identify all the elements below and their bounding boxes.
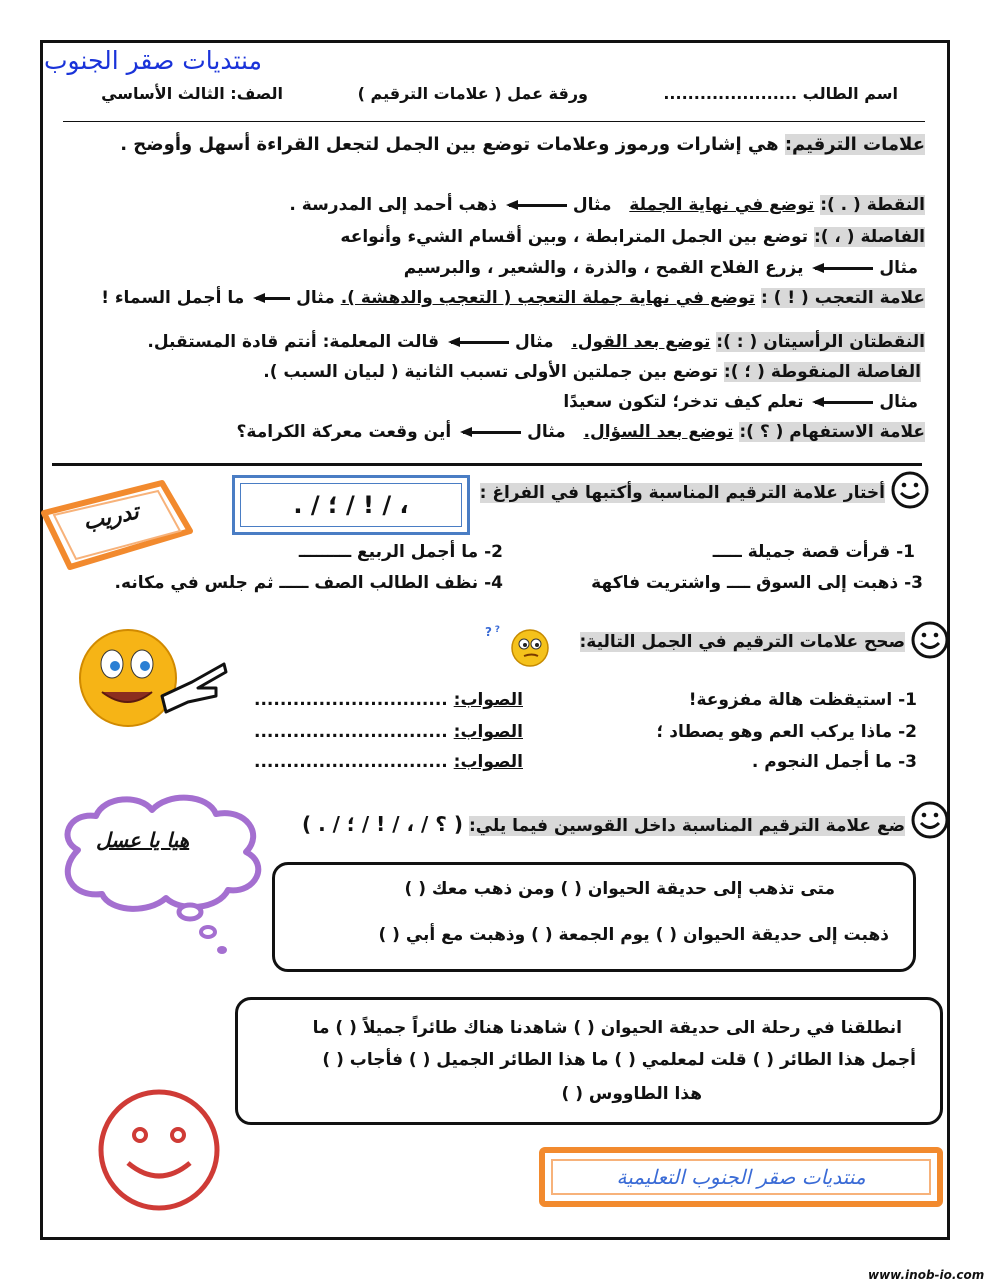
rule-question [237,422,925,442]
pointing-emoji-icon [66,622,232,734]
answer-row [254,690,523,710]
smiley-icon [910,620,950,660]
training-badge-label: تدريب [81,499,142,536]
exercise3-choices: ( ؟ / ، / ! / ؛ / . ) [301,812,464,836]
footer-logo-text: منتديات صقر الجنوب التعليمية [551,1159,931,1195]
student-name-field: اسم الطالب ...................... [663,84,898,103]
answer-blank[interactable]: .............................. [254,722,448,742]
exercise2-title: صحح علامات الترقيم في الجمل التالية: [579,632,905,652]
smiley-icon [890,470,930,510]
example-label: مثال [296,288,335,308]
rule-example: تعلم كيف تدخر؛ لتكون سعيدًا [563,392,804,412]
answer-row [254,722,523,742]
exercise3-box1 [272,862,916,972]
left-arrow-icon [815,267,873,270]
header-divider [63,121,925,122]
rule-comma [340,227,925,247]
rule-label: علامة الاستفهام ( ؟ ): [739,422,925,442]
exercise3-box2 [235,997,943,1125]
rule-desc: توضع في نهاية الجملة [629,195,815,215]
fill-sentence: أجمل هذا الطائر ( ) قلت لمعلمي ( ) ما هذا الطائر الجميل ( ) فأجاب ( ) [322,1050,916,1070]
rule-label: علامة التعجب ( ! ) : [760,288,925,308]
exercise1-title: أختار علامة الترقيم المناسبة وأكتبها في الفراغ : [479,483,885,503]
rule-exclamation [101,288,925,308]
rule-label: الفاصلة المنقوطة ( ؛ ): [723,362,921,382]
rule-example: أين وقعت معركة الكرامة؟ [236,422,452,442]
rule-example: ما أجمل السماء ! [101,288,245,308]
rule-label: الفاصلة ( ، ): [813,227,925,247]
definition-term: علامات الترقيم: [784,134,925,155]
example-label: مثال [879,392,918,412]
fill-sentence: متى تذهب إلى حديقة الحيوان ( ) ومن ذهب معك ( ) [404,879,835,899]
forum-title: منتديات صقر الجنوب [44,46,262,75]
exercise1-item: 1- قرأت قصة جميلة ـــــ [712,542,915,562]
answer-blank[interactable]: .............................. [254,690,448,710]
rule-desc: توضع في نهاية جملة التعجب ( التعجب والدهشة ). [340,288,756,308]
answer-label: الصواب: [453,722,523,742]
exercise3-heading [302,812,905,836]
rule-example: ذهب أحمد إلى المدرسة . [289,195,497,215]
exercise1-item: 4- نظف الطالب الصف ـــــ ثم جلس في مكانه. [114,573,503,593]
definition-text: هي إشارات ورموز وعلامات توضع بين الجمل لتجعل القراءة أسهل وأوضح . [120,134,785,155]
left-arrow-icon [509,204,567,207]
rule-desc: توضع بعد السؤال. [583,422,734,442]
answer-blank[interactable]: .............................. [254,752,448,772]
example-label: مثال [514,332,554,352]
rule-example: قالت المعلمة: أنتم قادة المستقبل. [147,332,440,352]
rule-desc: توضع بين جملتين الأولى تسبب الثانية ( لبيان السبب ). [263,362,724,382]
rule-semicolon [263,362,921,382]
exercise2-item: 3- ما أجمل النجوم . [751,752,917,772]
left-arrow-icon [815,401,873,404]
footer-logo [539,1147,943,1207]
smile-face-icon [94,1085,224,1215]
rule-period [289,195,925,215]
svg-text:?: ? [485,625,492,639]
fill-sentence: ذهبت إلى حديقة الحيوان ( ) يوم الجمعة ( ) وذهبت مع أبي ( ) [378,925,889,945]
left-arrow-icon [463,431,521,434]
exercise1-item: 2- ما أجمل الربيع ـــــــــ [298,542,503,562]
svg-text:?: ? [494,625,500,635]
example-label: مثال [527,422,566,442]
definition [120,134,925,155]
rule-comma-example [404,258,918,278]
answer-row [254,752,523,772]
cloud-badge-label: هيا يا عسل [96,828,190,852]
cloud-badge [48,790,274,960]
rule-label: النقطة ( . ): [820,195,925,215]
example-label: مثال [879,258,918,278]
left-arrow-icon [451,341,509,344]
section-divider [52,463,922,466]
rule-desc: توضع بعد القول. [571,332,711,352]
left-arrow-icon [256,297,290,300]
exercise2-item: 2- ماذا يركب العم وهو يصطاد ؛ [656,722,917,742]
rule-desc: توضع بين الجمل المترابطة ، وبين أقسام الشيء وأنواعه [340,227,814,247]
exercise2-item: 1- استيقظت هالة مفزوعة! [688,690,917,710]
choices-box [232,475,470,535]
answer-label: الصواب: [453,752,523,772]
answer-label: الصواب: [453,690,523,710]
smiley-icon [910,800,950,840]
rule-colon [147,332,925,352]
thinking-emoji-icon [485,622,556,670]
exercise3-title: ضع علامة الترقيم المناسبة داخل القوسين فيما يلي: [468,816,905,836]
grade-label: الصف: الثالث الأساسي [101,84,283,103]
rule-semicolon-example [563,392,918,412]
exercise1-item: 3- ذهبت إلى السوق ــــ واشتريت فاكهة [591,573,923,593]
choices-text: ، / ! / ؛ / . [240,483,462,527]
worksheet-title: ورقة عمل ( علامات الترقيم ) [357,84,588,103]
rule-label: النقطتان الرأسيتان ( : ): [716,332,925,352]
rule-example: يزرع الفلاح القمح ، والذرة ، والشعير ، والبرسيم [403,258,804,278]
fill-sentence: هذا الطاووس ( ) [561,1084,702,1104]
watermark-url[interactable]: www.inob-io.com [868,1268,985,1282]
fill-sentence: انطلقنا في رحلة الى حديقة الحيوان ( ) شاهدنا هناك طائراً جميلاً ( ) ما [312,1018,902,1038]
example-label: مثال [572,195,612,215]
